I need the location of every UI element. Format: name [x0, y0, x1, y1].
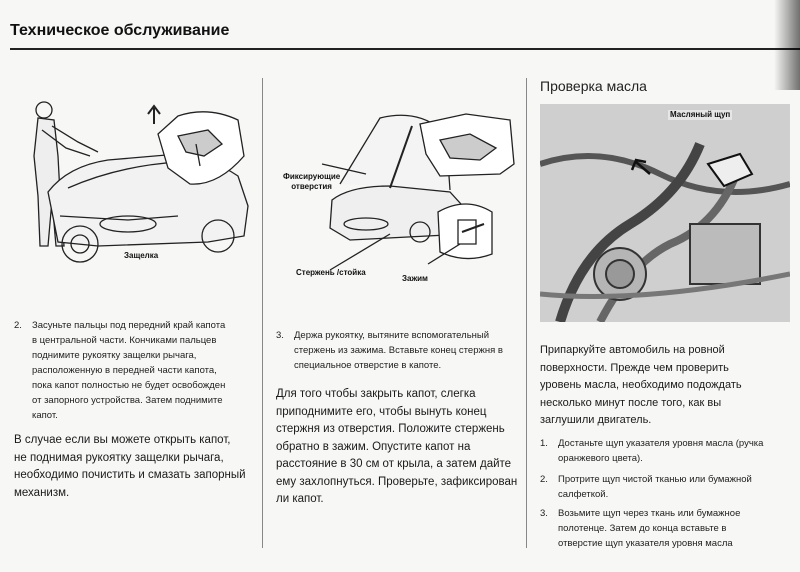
step-number: 3. — [276, 330, 284, 341]
step-text — [32, 318, 225, 423]
step-line: капот. — [32, 410, 58, 421]
step-number: 3. — [540, 508, 548, 519]
column-divider-left — [262, 78, 263, 548]
clamp-label: Зажим — [402, 274, 428, 283]
step-number: 2. — [540, 474, 548, 485]
step-line: полотенце. Затем до конца вставьте в — [558, 523, 727, 534]
intro-line: уровень масла, необходимо подождать — [540, 379, 742, 391]
header-divider — [10, 48, 800, 50]
step-line: Достаньте щуп указателя уровня масла (ручка — [558, 438, 764, 449]
step-number: 1. — [540, 438, 548, 449]
callout-line: Фиксирующие — [283, 172, 341, 181]
step-line: Держа рукоятку, вытяните вспомогательный — [294, 330, 490, 341]
step-text — [558, 472, 752, 502]
step-text — [294, 328, 503, 373]
note-line: обратно в зажим. Опустите капот на — [276, 440, 471, 453]
step-line: расположенную в передней части капота, — [32, 365, 217, 376]
oil-check-intro — [540, 342, 790, 430]
step-line: оранжевого цвета). — [558, 453, 643, 464]
step-line: Протрите щуп чистой тканью или бумажной — [558, 474, 752, 485]
note-line: механизм. — [14, 486, 70, 499]
latch-label: Защелка — [124, 251, 159, 260]
fixing-holes-label — [283, 172, 340, 192]
note-line: ли капот. — [276, 493, 324, 505]
note-line: стержня из отверстия. Положите стержень — [276, 423, 505, 435]
step-line: Засуньте пальцы под передний край капота — [32, 320, 226, 331]
step-text — [558, 506, 740, 551]
note-line: не поднимая рукоятку защелки рычага, — [14, 451, 224, 464]
step-line: поднимите рукоятку защелки рычага, — [32, 350, 197, 361]
scan-shadow — [774, 0, 800, 90]
note-line: приподнимите его, чтобы вынуть конец — [276, 405, 487, 418]
section-title: Проверка масла — [540, 78, 647, 94]
page-title: Техническое обслуживание — [10, 22, 230, 39]
step-line: пока капот полностью не будет освобожден — [32, 380, 226, 391]
step-number: 2. — [14, 320, 22, 331]
step-line: от запорного устройства. Затем поднимите — [32, 395, 223, 406]
step-line: специальное отверстие в капоте. — [294, 360, 442, 371]
intro-line: поверхности. Прежде чем проверить — [540, 361, 729, 374]
step-line: в центральной части. Кончиками пальцев — [32, 335, 217, 346]
latch-note — [14, 432, 258, 502]
engine-bay-photo — [540, 104, 790, 322]
intro-line: несколько минут после того, как вы — [540, 396, 722, 409]
step-line: Возьмите щуп через ткань или бумажное — [558, 508, 741, 519]
note-line: расстояние в 30 см от крыла, а затем дайте — [276, 458, 512, 470]
step-line: отверстие щуп указателя уровня масла — [558, 538, 733, 549]
hood-prop-illustration — [270, 104, 522, 294]
dipstick-label: Масляный щуп — [670, 110, 731, 119]
step-text — [558, 436, 763, 466]
intro-line: заглушили двигатель. — [540, 414, 652, 426]
hood-latch-illustration — [8, 96, 260, 264]
note-line: ему захлопнуться. Проверьте, зафиксирован — [276, 475, 518, 488]
close-hood-note — [276, 386, 524, 509]
note-line: Для того чтобы закрыть капот, слегка — [276, 388, 476, 400]
note-line: В случае если вы можете открыть капот, — [14, 434, 231, 446]
step-line: стержень из зажима. Вставьте конец стержня в — [294, 345, 503, 356]
intro-line: Припаркуйте автомобиль на ровной — [540, 344, 725, 356]
step-line: салфеткой. — [558, 489, 609, 500]
rod-label: Стержень /стойка — [296, 268, 366, 277]
callout-line: отверстия — [291, 182, 332, 191]
column-divider-right — [526, 78, 527, 548]
note-line: необходимо почистить и смазать запорный — [14, 469, 246, 481]
